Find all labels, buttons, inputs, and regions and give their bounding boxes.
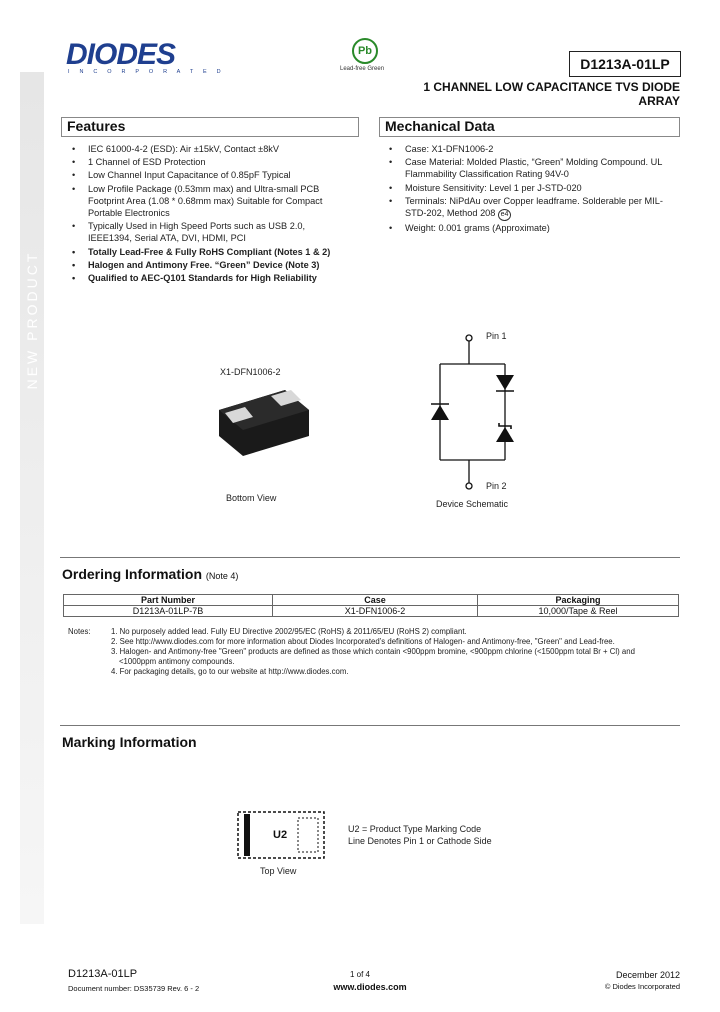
notes-label: Notes: [68, 627, 91, 636]
package-name: X1-DFN1006-2 [220, 367, 281, 377]
list-item: • IEC 61000-4-2 (ESD): Air ±15kV, Contact ±8kV [66, 143, 346, 155]
mechanical-list [383, 143, 673, 235]
lead-free-icon: Pb [352, 38, 378, 64]
table-row [64, 606, 679, 617]
footer-date: December 2012 [615, 970, 680, 980]
schematic-caption: Device Schematic [436, 499, 509, 509]
list-item: • Moisture Sensitivity: Level 1 per J-STD-020 [383, 182, 673, 194]
notes-list [111, 627, 681, 677]
column-header: Part Number [64, 595, 273, 606]
table-header-row [64, 595, 679, 606]
note-item: 4. For packaging details, go to our website at http://www.diodes.com. [111, 667, 349, 676]
device-schematic [420, 328, 540, 498]
marking-legend-line: Line Denotes Pin 1 or Cathode Side [348, 836, 492, 846]
package-drawing [205, 380, 315, 470]
document-subtitle: 1 CHANNEL LOW CAPACITANCE TVS DIODE ARRAY [423, 80, 680, 108]
marking-title: Marking Information [62, 734, 197, 750]
list-item: • Case: X1-DFN1006-2 [383, 143, 673, 155]
features-header: Features [61, 117, 359, 137]
ordering-title: Ordering Information (Note 4) [62, 566, 239, 582]
table-cell: D1213A-01LP-7B [64, 606, 273, 617]
list-item: • Case Material: Molded Plastic, “Green” Molding Compound. UL Flammability Classification Rating 94V-0 [383, 156, 673, 180]
diode-right-upper [496, 375, 514, 390]
footer-copyright: © Diodes Incorporated [604, 982, 680, 991]
marking-legend-code: U2 = Product Type Marking Code [348, 824, 482, 834]
ordering-table [63, 594, 679, 617]
sidebar-label: NEW PRODUCT [24, 250, 40, 390]
pin1-label: Pin 1 [486, 331, 507, 341]
diodes-logo: DIODES [66, 38, 176, 71]
marking-code: U2 [273, 829, 288, 841]
package-view-caption: Bottom View [226, 493, 277, 503]
features-list [66, 143, 346, 285]
table-cell: 10,000/Tape & Reel [478, 606, 679, 617]
column-header: Packaging [478, 595, 679, 606]
footer-website-link[interactable]: www.diodes.com [333, 982, 407, 992]
diode-left [431, 405, 449, 420]
sidebar-band [20, 72, 44, 924]
zener-right-lower [496, 427, 514, 442]
ordering-divider [60, 557, 680, 558]
note-item: 3. Halogen- and Antimony-free "Green" products are defined as those which contain <900ppm bromine, <900ppm chlorine (<1500ppm total Br + Cl) and [111, 647, 635, 656]
lead-free-caption: Lead-free Green [340, 66, 385, 72]
list-item: • Terminals: NiPdAu over Copper leadframe. Solderable per MIL-STD-202, Method 208 e4 [383, 195, 673, 221]
list-item: • Halogen and Antimony Free. “Green” Device (Note 3) [66, 259, 346, 271]
mechanical-header: Mechanical Data [379, 117, 680, 137]
list-item: • Typically Used in High Speed Ports such as USB 2.0, IEEE1394, Serial ATA, DVI, HDMI, PCI [66, 220, 346, 244]
list-item: • Totally Lead-Free & Fully RoHS Compliant (Notes 1 & 2) [66, 246, 346, 258]
marking-view-caption: Top View [260, 866, 297, 876]
ordering-note-ref: (Note 4) [205, 571, 239, 581]
list-item: • Low Profile Package (0.53mm max) and Ultra-small PCB Footprint Area (1.08 * 0.68mm max) Suitable for Compact Portable Electronics [66, 183, 346, 220]
footer-document-number: Document number: DS35739 Rev. 6 - 2 [68, 984, 200, 993]
list-item: • Low Channel Input Capacitance of 0.85pF Typical [66, 169, 346, 181]
note-item: 1. No purposely added lead. Fully EU Directive 2002/95/EC (RoHS) & 2011/65/EU (RoHS 2) compliant. [111, 627, 467, 636]
footer-part: D1213A-01LP [68, 968, 138, 980]
table-cell: X1-DFN1006-2 [273, 606, 478, 617]
e4-mark: e4 [498, 209, 511, 221]
column-header: Case [273, 595, 478, 606]
pin2-label: Pin 2 [486, 481, 507, 491]
list-item: • Qualified to AEC-Q101 Standards for High Reliability [66, 272, 346, 284]
list-item: • 1 Channel of ESD Protection [66, 156, 346, 168]
list-item: • Weight: 0.001 grams (Approximate) [383, 222, 673, 234]
marking-divider [60, 725, 680, 726]
note-item: <1000ppm antimony compounds. [119, 657, 235, 666]
logo-subtitle: I N C O R P O R A T E D [68, 69, 225, 75]
part-number-box: D1213A-01LP [569, 51, 681, 77]
footer-page: 1 of 4 [349, 970, 370, 979]
note-item: 2. See http://www.diodes.com for more information about Diodes Incorporated’s definitions of Halogen- and Antimony-free, "Green" and Lead-free. [111, 637, 615, 646]
